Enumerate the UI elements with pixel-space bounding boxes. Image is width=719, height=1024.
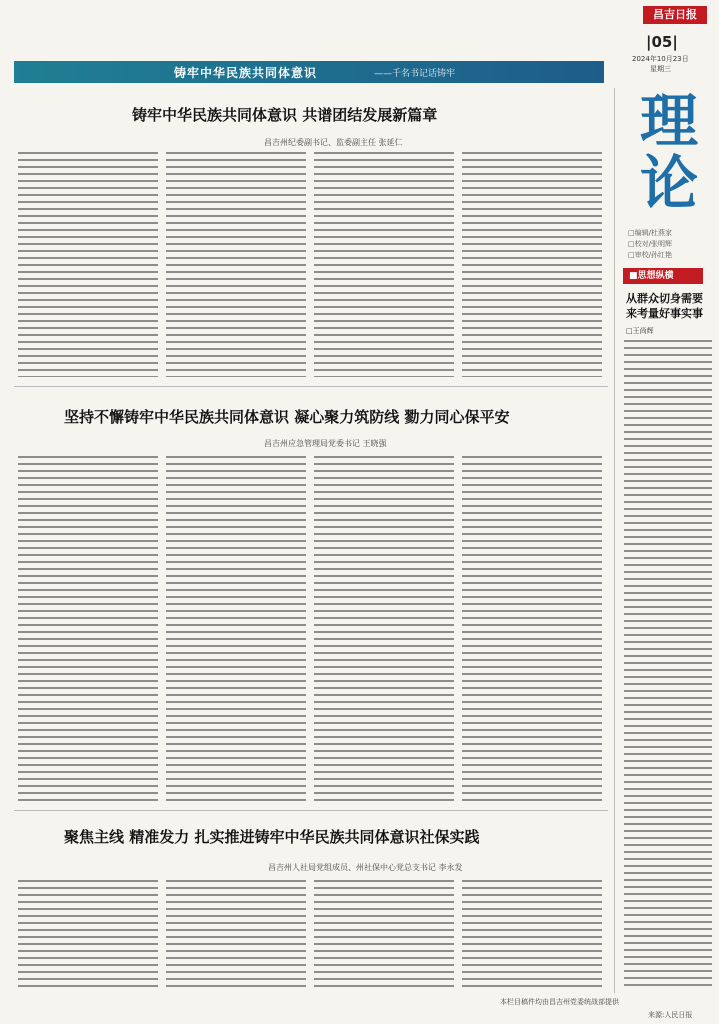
article-1-headline[interactable]: 铸牢中华民族共同体意识 共谱团结发展新篇章	[132, 106, 438, 124]
sidebar-tag: ■思想纵横	[623, 268, 703, 284]
article-2-body-col-4	[462, 456, 602, 801]
banner-subtitle: ——千名书记话铸牢	[374, 69, 456, 79]
page-number: |05|	[646, 33, 678, 51]
article-2-body-col-2	[166, 456, 306, 801]
article-3-body-col-3	[314, 880, 454, 988]
article-3-byline: 昌吉州人社局党组成员、州社保中心党总支书记 李永发	[268, 863, 463, 872]
article-1-body-col-3	[314, 152, 454, 377]
publish-weekday: 星期三	[650, 65, 671, 73]
article-3-body-col-2	[166, 880, 306, 988]
sidebar-author: □王尚辉	[626, 327, 654, 335]
masthead-logo: 昌吉日报	[643, 6, 707, 24]
article-2-headline[interactable]: 坚持不懈铸牢中华民族共同体意识 凝心聚力筑防线 勠力同心保平安	[64, 408, 510, 426]
publish-date: 2024年10月23日	[632, 55, 689, 63]
article-1-byline: 昌吉州纪委副书记、监委副主任 张延仁	[264, 138, 403, 147]
editor-line: □编辑/杜燕家	[628, 229, 672, 237]
footer-source: 来源:人民日报	[648, 1011, 693, 1019]
article-3-body-col-4	[462, 880, 602, 988]
article-3-body-col-1	[18, 880, 158, 988]
section-rule	[14, 386, 608, 387]
article-2-byline: 昌吉州应急管理局党委书记 王晓强	[264, 439, 387, 448]
editor-line: □校对/张明辉	[628, 240, 672, 248]
editor-line: □审校/孙红艳	[628, 251, 672, 259]
column-banner	[14, 61, 604, 83]
article-1-body-col-2	[166, 152, 306, 377]
article-3-headline[interactable]: 聚焦主线 精准发力 扎实推进铸牢中华民族共同体意识社保实践	[64, 828, 480, 846]
article-1-body-col-1	[18, 152, 158, 377]
section-rule	[14, 810, 608, 811]
section-editors	[628, 228, 672, 261]
column-divider	[614, 88, 615, 993]
sidebar-title[interactable]: 从群众切身需要来考量好事实事	[626, 292, 703, 320]
article-2-body-col-3	[314, 456, 454, 801]
banner-title: 铸牢中华民族共同体意识	[174, 66, 318, 80]
article-1-body-col-4	[462, 152, 602, 377]
article-2-body-col-1	[18, 456, 158, 801]
section-name: 理论	[640, 87, 699, 217]
footer-note: 本栏目稿件均由昌吉州党委统战部提供	[500, 998, 619, 1006]
sidebar-body	[624, 340, 712, 990]
